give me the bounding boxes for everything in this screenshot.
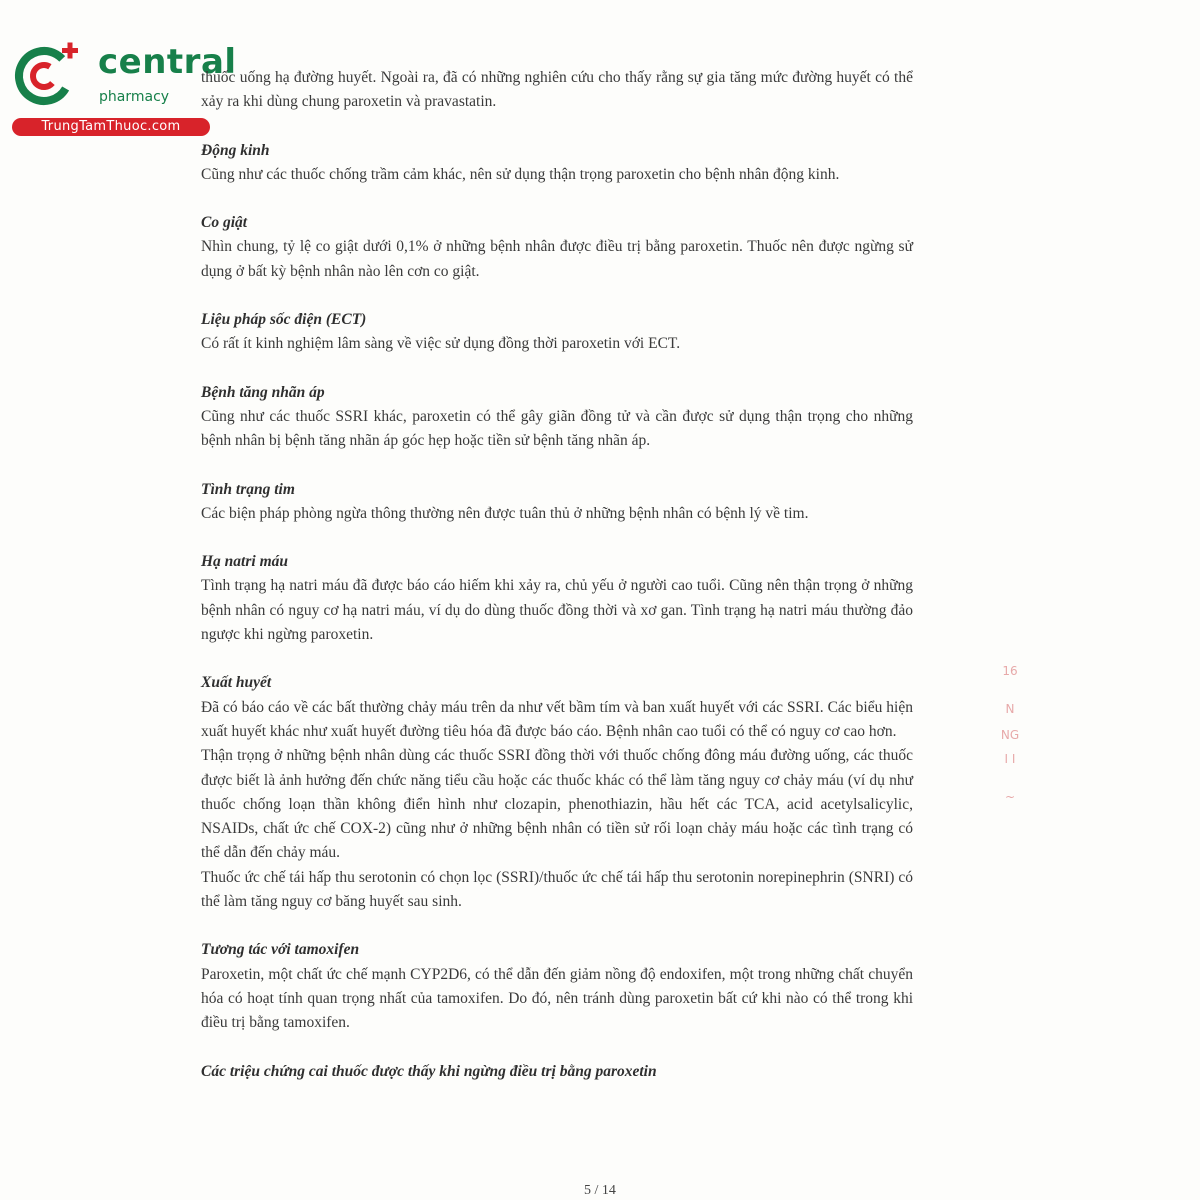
section-co-giat [201, 211, 913, 284]
margin-stamp-mark: I I [1004, 752, 1016, 766]
section-paragraph: Paroxetin, một chất ức chế mạnh CYP2D6, có thể dẫn đến giảm nồng độ endoxifen, một trong những chất chuyển hóa có hoạt tính quan trọng nhất của tamoxifen. Do đó, nên tránh dùng paroxetin bất cứ khi nào có thể trong khi điều trị bằng tamoxifen. [201, 965, 913, 1032]
section-heading: Tương tác với tamoxifen [201, 941, 360, 959]
section-tamoxifen [201, 938, 913, 1035]
section-tinh-trang-tim [201, 478, 913, 527]
logo-name: central [98, 42, 237, 82]
section-heading: Hạ natri máu [201, 553, 288, 571]
section-heading: Động kinh [201, 141, 270, 159]
section-heading: Bệnh tăng nhãn áp [201, 383, 325, 401]
section-xuat-huyet [201, 671, 913, 914]
section-ect [201, 308, 913, 357]
section-paragraph: Tình trạng hạ natri máu đã được báo cáo hiếm khi xảy ra, chủ yếu ở người cao tuổi. Cũng nên thận trọng ở những bệnh nhân có nguy cơ hạ natri máu, ví dụ do dùng thuốc đồng thời và xơ gan. Tình trạng hạ natri máu thường đảo ngược khi ngừng paroxetin. [201, 577, 913, 644]
section-heading: Xuất huyết [201, 674, 272, 692]
section-paragraph: Đã có báo cáo về các bất thường chảy máu trên da như vết bầm tím và ban xuất huyết với các SSRI. Các biểu hiện xuất huyết khác như xuất huyết đường tiêu hóa đã được báo cáo. Bệnh nhân cao tuổi có thể có nguy cơ cao hơn. [201, 698, 913, 740]
page-number: 5 / 14 [584, 1183, 616, 1198]
section-paragraph: Cũng như các thuốc SSRI khác, paroxetin có thể gây giãn đồng tử và cần được sử dụng thận trọng cho những bệnh nhân bị bệnh tăng nhãn áp góc hẹp hoặc tiền sử bệnh tăng nhãn áp. [201, 407, 913, 450]
logo-subtitle: pharmacy [99, 89, 170, 105]
logo-mark-icon [10, 38, 90, 108]
document-body [201, 66, 913, 1084]
section-tang-nhan-ap [201, 381, 913, 454]
intro-paragraph: thuốc uống hạ đường huyết. Ngoài ra, đã có những nghiên cứu cho thấy rằng sự gia tăng mức đường huyết có thể xảy ra khi dùng chung paroxetin và pravastatin. [201, 69, 913, 111]
section-paragraph: Nhìn chung, tỷ lệ co giật dưới 0,1% ở những bệnh nhân được điều trị bằng paroxetin. Thuốc nên được ngừng sử dụng ở bất kỳ bệnh nhân nào lên cơn co giật. [201, 238, 913, 280]
margin-stamp-mark: ~ [1004, 790, 1016, 804]
section-heading: Các triệu chứng cai thuốc được thấy khi ngừng điều trị bằng paroxetin [201, 1062, 657, 1080]
section-cai-thuoc [201, 1060, 913, 1084]
margin-stamp-mark: 16 [1002, 664, 1018, 678]
section-paragraph: Cũng như các thuốc chống trầm cảm khác, nên sử dụng thận trọng paroxetin cho bệnh nhân động kinh. [201, 165, 840, 183]
section-paragraph: Thuốc ức chế tái hấp thu serotonin có chọn lọc (SSRI)/thuốc ức chế tái hấp thu serotonin norepinephrin (SNRI) có thể làm tăng nguy cơ băng huyết sau sinh. [201, 868, 913, 911]
margin-stamp-mark: N [1005, 702, 1015, 716]
margin-stamp-mark: NG [1000, 728, 1020, 742]
logo-banner: TrungTamThuoc.com [12, 118, 210, 136]
section-heading: Co giật [201, 214, 248, 232]
section-dong-kinh [201, 139, 913, 188]
section-heading: Liệu pháp sốc điện (ECT) [201, 311, 367, 329]
section-paragraph: Các biện pháp phòng ngừa thông thường nên được tuân thủ ở những bệnh nhân có bệnh lý về tim. [201, 504, 809, 522]
section-paragraph: Thận trọng ở những bệnh nhân dùng các thuốc SSRI đồng thời với thuốc chống đông máu đường uống, các thuốc được biết là ảnh hưởng đến chức năng tiểu cầu hoặc các thuốc khác có thể làm tăng nguy cơ chảy máu (ví dụ như thuốc chống loạn thần không điển hình như clozapin, phenothiazin, hầu hết các TCA, acid acetylsalicylic, NSAIDs, chất ức chế COX-2) cũng như ở những bệnh nhân có tiền sử rối loạn chảy máu hoặc các tình trạng có thể dẫn đến chảy máu. [201, 747, 913, 862]
section-paragraph: Có rất ít kinh nghiệm lâm sàng về việc sử dụng đồng thời paroxetin với ECT. [201, 335, 681, 353]
section-ha-natri-mau [201, 550, 913, 647]
intro-section [201, 66, 913, 115]
section-heading: Tình trạng tim [201, 480, 295, 498]
logo [10, 38, 237, 138]
